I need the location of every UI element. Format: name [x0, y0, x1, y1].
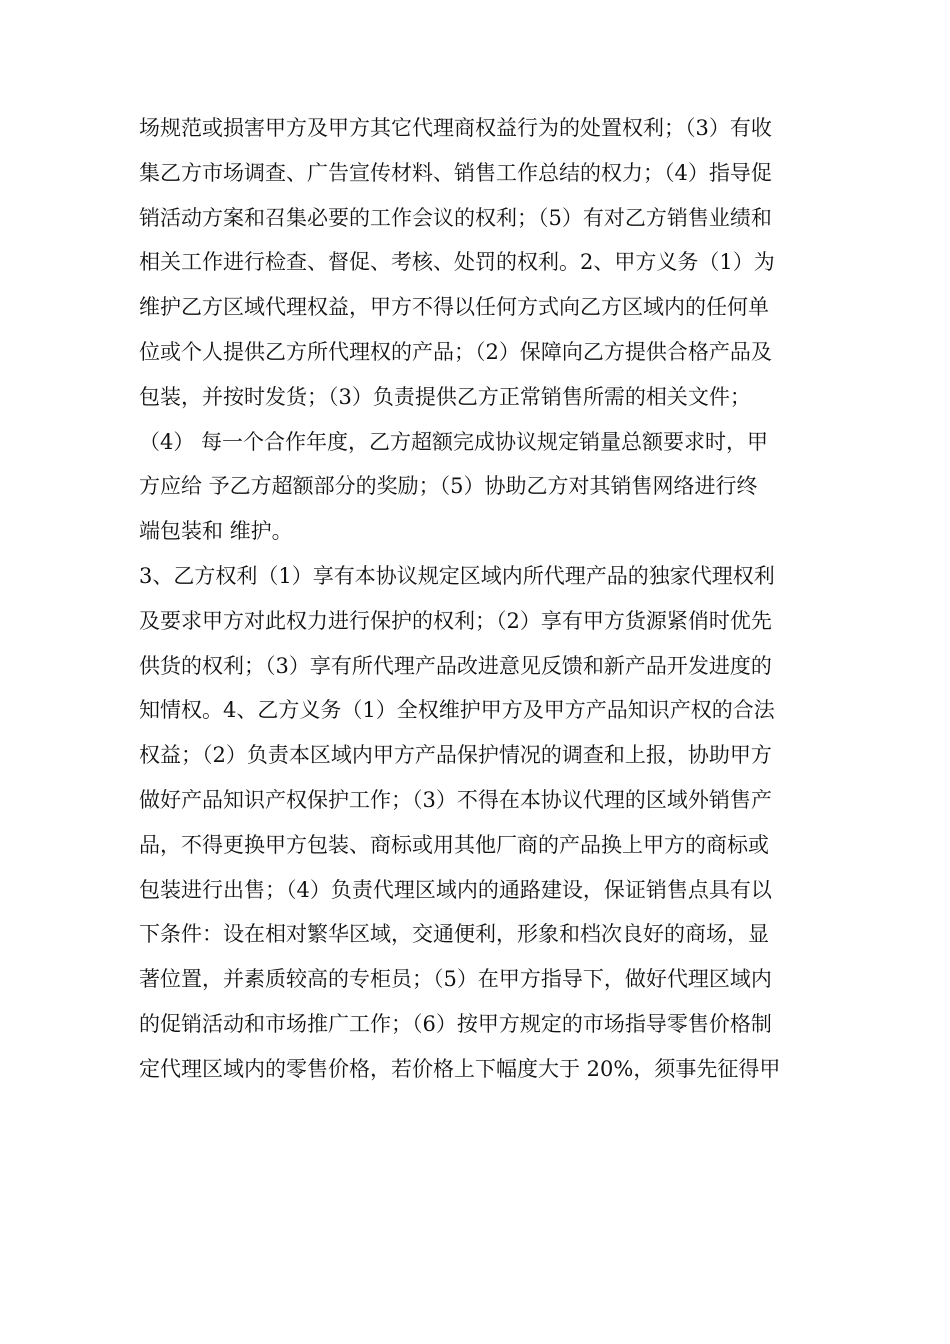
text-line: 销活动方案和召集必要的工作会议的权利；（5）有对乙方销售业绩和 [139, 205, 772, 230]
text-line: 场规范或损害甲方及甲方其它代理商权益行为的处置权利；（3）有收 [139, 116, 772, 140]
text-line: 集乙方市场调查、广告宣传材料、销售工作总结的权力；（4）指导促 [139, 160, 772, 185]
text-line: 知情权。4、乙方义务（1）全权维护甲方及甲方产品知识产权的合法 [139, 698, 775, 723]
text-line: 维护乙方区域代理权益，甲方不得以任何方式向乙方区域内的任何单 [139, 295, 769, 320]
text-line: 品，不得更换甲方包装、商标或用其他厂商的产品换上甲方的商标或 [139, 832, 769, 857]
text-line: 包装，并按时发货；（3）负责提供乙方正常销售所需的相关文件； [139, 384, 751, 409]
text-line: 供货的权利；（3）享有所代理产品改进意见反馈和新产品开发进度的 [139, 653, 772, 678]
text-line: 方应给 予乙方超额部分的奖励；（5）协助乙方对其销售网络进行终 [139, 474, 758, 499]
text-line: 定代理区域内的零售价格，若价格上下幅度大于 20%，须事先征得甲 [139, 1056, 781, 1081]
text-line: 及要求甲方对此权力进行保护的权利；（2）享有甲方货源紧俏时优先 [139, 608, 772, 633]
text-line: 著位置，并素质较高的专柜员；（5）在甲方指导下，做好代理区域内 [139, 967, 772, 992]
text-line: 位或个人提供乙方所代理权的产品；（2）保障向乙方提供合格产品及 [139, 339, 772, 364]
text-line: 3、乙方权利（1）享有本协议规定区域内所代理产品的独家代理权利 [139, 563, 775, 588]
text-line: 权益；（2）负责本区域内甲方产品保护情况的调查和上报，协助甲方 [139, 743, 772, 768]
text-line: 相关工作进行检查、督促、考核、处罚的权利。2、甲方义务（1）为 [139, 250, 775, 275]
body-text [139, 106, 839, 1092]
text-line: 端包装和 维护。 [139, 519, 293, 544]
text-line: 做好产品知识产权保护工作；（3）不得在本协议代理的区域外销售产 [139, 787, 772, 812]
text-line: 的促销活动和市场推广工作；（6）按甲方规定的市场指导零售价格制 [139, 1011, 772, 1036]
text-line: 包装进行出售；（4）负责代理区域内的通路建设，保证销售点具有以 [139, 877, 772, 902]
text-line: （4） 每一个合作年度，乙方超额完成协议规定销量总额要求时，甲 [139, 429, 769, 454]
text-line: 下条件：设在相对繁华区域，交通便利，形象和档次良好的商场，显 [139, 922, 769, 947]
